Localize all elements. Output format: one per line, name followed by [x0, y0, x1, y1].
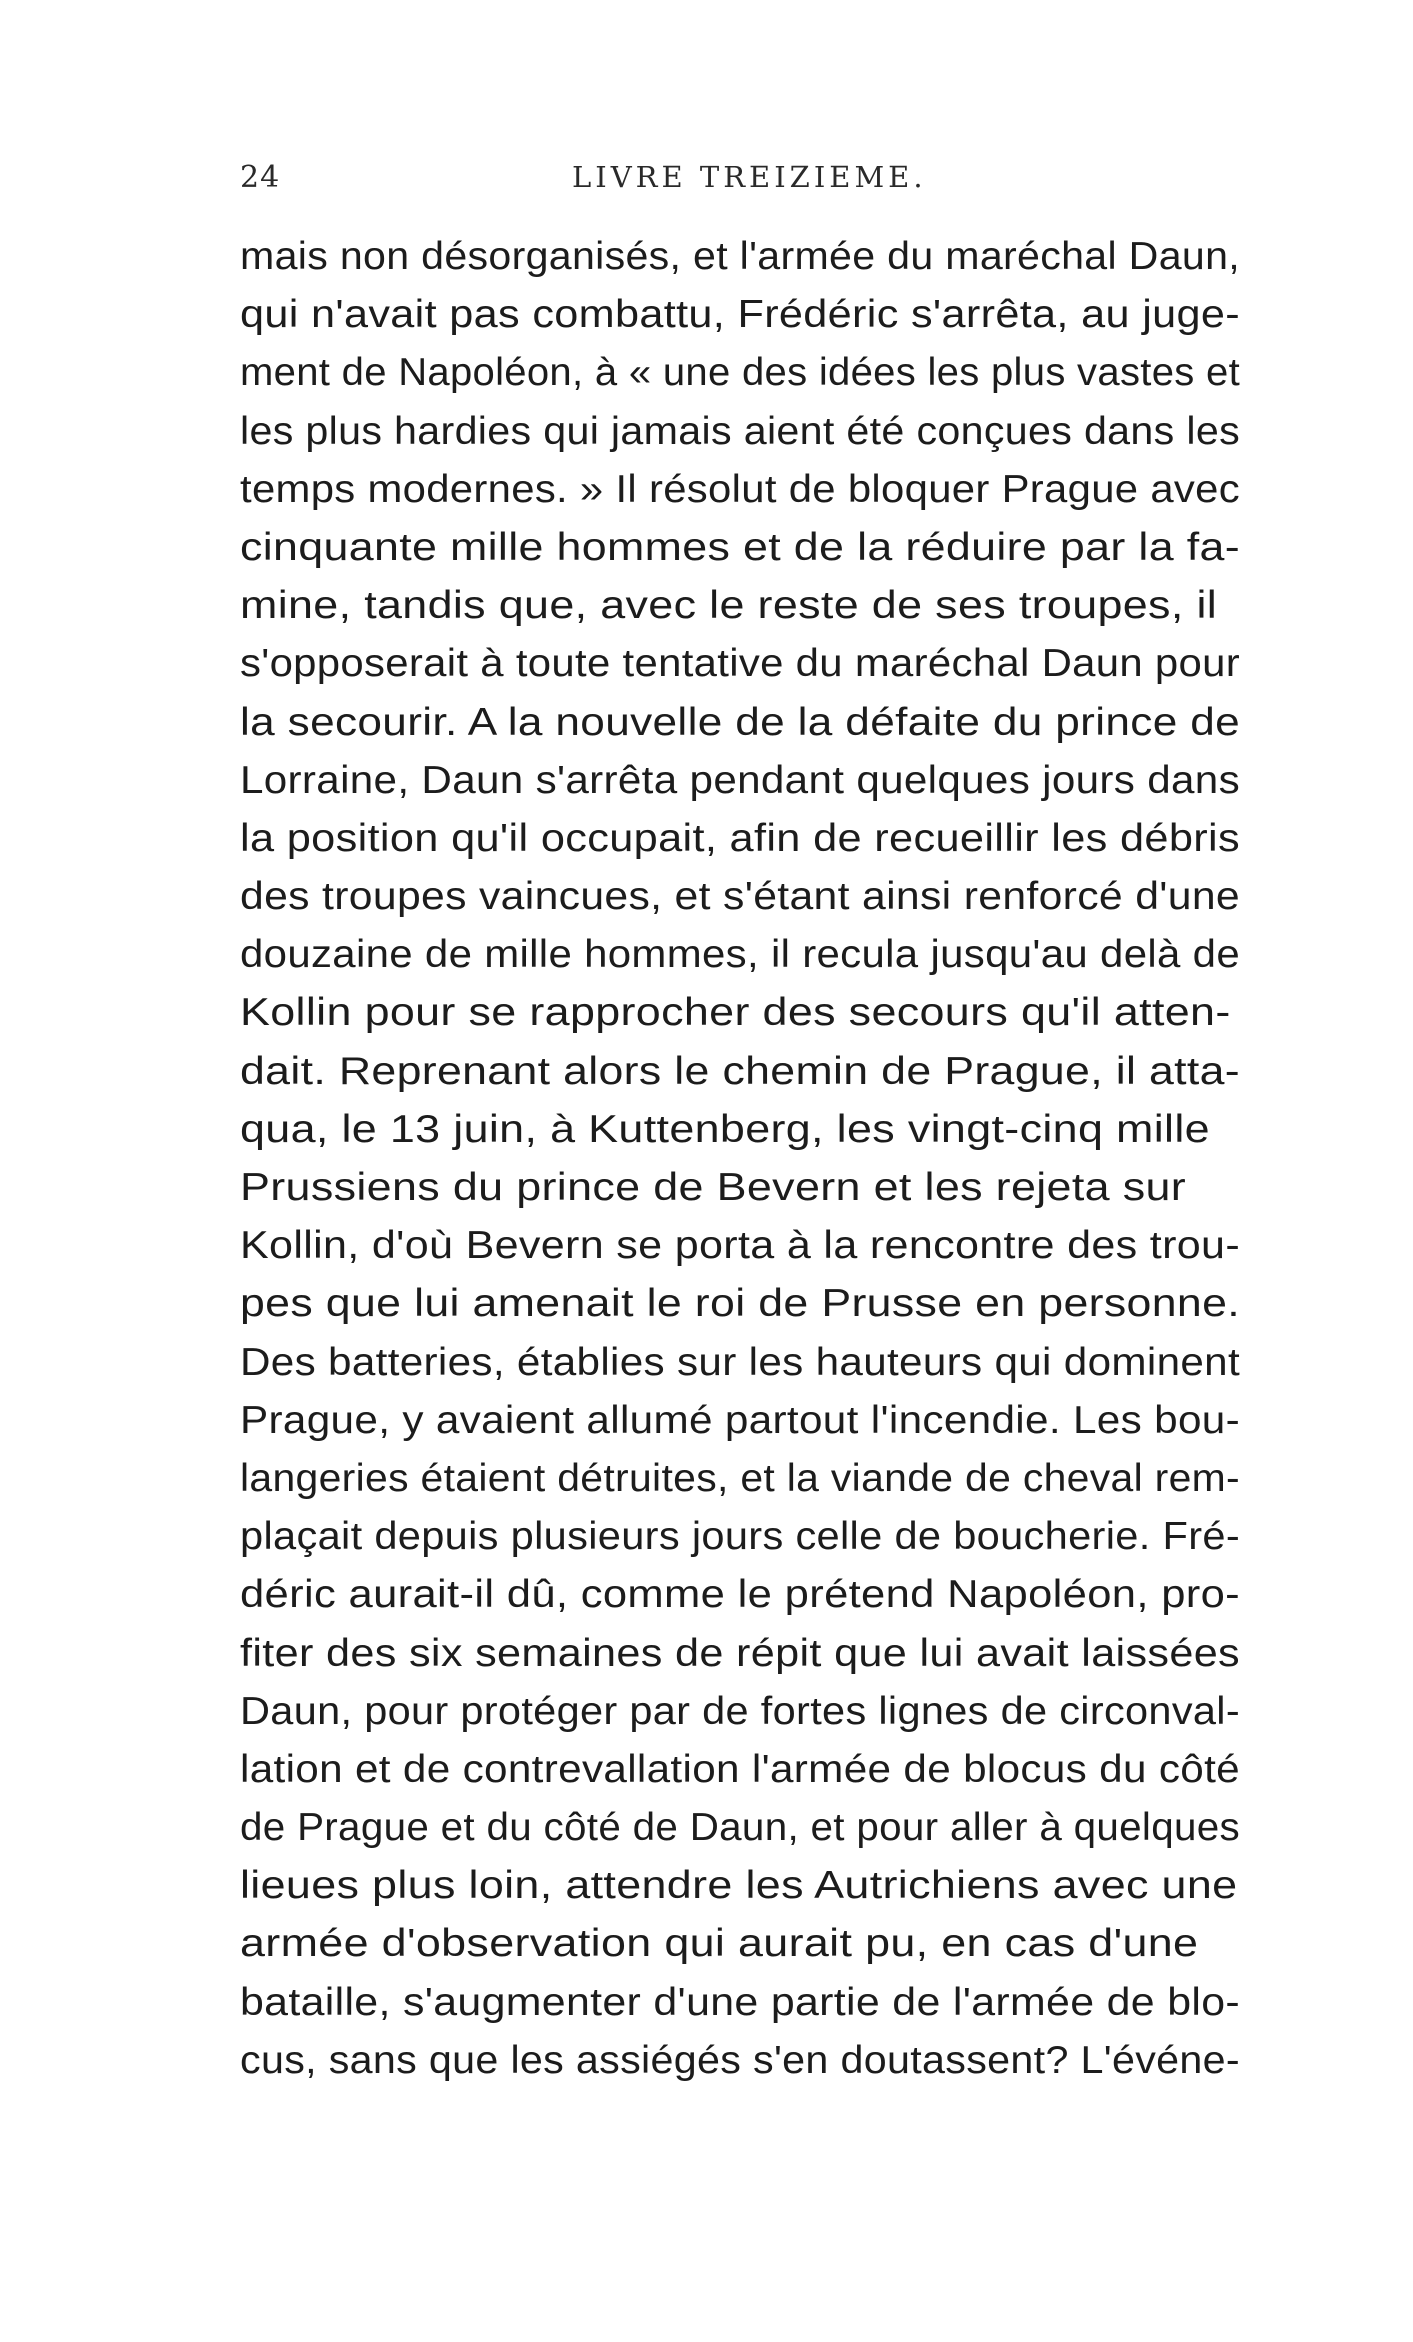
text-line-content: des troupes vaincues, et s'étant ainsi renforcé d'une	[240, 875, 1240, 919]
body-text	[240, 228, 1240, 2090]
text-line-content: armée d'observation qui aurait pu, en cas d'une	[240, 1922, 1199, 1966]
text-line-content: ment de Napoléon, à « une des idées les plus vastes et	[240, 351, 1240, 395]
text-line-content: s'opposerait à toute tentative du maréchal Daun pour	[240, 642, 1240, 686]
text-line	[240, 1799, 1240, 1857]
text-line-content: Prussiens du prince de Bevern et les rejeta sur	[240, 1166, 1187, 1209]
text-line-content: les plus hardies qui jamais aient été conçues dans les	[240, 409, 1240, 453]
text-line-content: mine, tandis que, avec le reste de ses troupes, il	[240, 584, 1218, 628]
text-line	[240, 1625, 1240, 1683]
text-line-content: Kollin, d'où Bevern se porta à la rencontre des trou-	[240, 1224, 1240, 1268]
text-line	[240, 519, 1240, 577]
text-line	[240, 1683, 1240, 1741]
text-line-content: cinquante mille hommes et de la réduire par la fa-	[240, 525, 1240, 569]
text-line-content: lation et de contrevallation l'armée de blocus du côté	[240, 1747, 1240, 1791]
text-line-content: la position qu'il occupait, afin de recueillir les débris	[240, 816, 1240, 860]
text-line-content: temps modernes. » Il résolut de bloquer Prague avec	[240, 467, 1240, 511]
text-line-content: de Prague et du côté de Daun, et pour aller à quelques	[240, 1806, 1240, 1850]
text-line-content: pes que lui amenait le roi de Prusse en personne.	[240, 1282, 1240, 1326]
text-line	[240, 1334, 1240, 1392]
text-line	[240, 1915, 1240, 1973]
text-line-content: douzaine de mille hommes, il recula jusqu'au delà de	[240, 933, 1240, 977]
text-line	[240, 286, 1240, 344]
text-line	[240, 752, 1240, 810]
text-line	[240, 1566, 1240, 1624]
text-line	[240, 577, 1240, 635]
text-line	[240, 635, 1240, 693]
text-line	[240, 1043, 1240, 1101]
text-line	[240, 1741, 1240, 1799]
text-line-content: qua, le 13 juin, à Kuttenberg, les vingt-cinq mille	[240, 1107, 1210, 1151]
text-line-content: lieues plus loin, attendre les Autrichiens avec une	[240, 1864, 1238, 1908]
text-line	[240, 926, 1240, 984]
text-line	[240, 228, 1240, 286]
text-line-content: la secourir. A la nouvelle de la défaite du prince de	[240, 700, 1240, 744]
text-line	[240, 1275, 1240, 1333]
text-line	[240, 1974, 1240, 2032]
page-number: 24	[240, 160, 281, 195]
text-line-content: plaçait depuis plusieurs jours celle de boucherie. Fré-	[240, 1515, 1240, 1559]
text-line-content: Des batteries, établies sur les hauteurs qui dominent	[240, 1340, 1240, 1384]
text-line	[240, 1217, 1240, 1275]
text-line-content: mais non désorganisés, et l'armée du maréchal Daun,	[240, 235, 1240, 278]
text-line-content: bataille, s'augmenter d'une partie de l'armée de blo-	[240, 1980, 1240, 2024]
text-line-content: fiter des six semaines de répit que lui avait laissées	[240, 1631, 1240, 1675]
text-line-content: cus, sans que les assiégés s'en doutassent? L'événe-	[240, 2038, 1240, 2082]
text-line	[240, 461, 1240, 519]
running-title: LIVRE TREIZIEME.	[572, 160, 927, 194]
text-line-content: Prague, y avaient allumé partout l'incendie. Les bou-	[240, 1398, 1240, 1442]
text-line	[240, 1450, 1240, 1508]
text-line	[240, 694, 1240, 752]
text-line	[240, 344, 1240, 402]
text-line-content: langeries étaient détruites, et la viande de cheval rem-	[240, 1456, 1240, 1500]
running-head	[240, 160, 1240, 200]
text-line-content: déric aurait-il dû, comme le prétend Napoléon, pro-	[240, 1573, 1240, 1617]
text-line-content: Daun, pour protéger par de fortes lignes de circonval-	[240, 1689, 1240, 1733]
text-line	[240, 1857, 1240, 1915]
text-line	[240, 1508, 1240, 1566]
text-line	[240, 1392, 1240, 1450]
text-line-content: Kollin pour se rapprocher des secours qu'il atten-	[240, 991, 1231, 1035]
text-line	[240, 403, 1240, 461]
text-line	[240, 810, 1240, 868]
text-line	[240, 984, 1240, 1042]
text-line	[240, 1159, 1240, 1217]
text-line-content: dait. Reprenant alors le chemin de Prague, il atta-	[240, 1049, 1240, 1093]
text-line	[240, 2032, 1240, 2090]
text-line-content: Lorraine, Daun s'arrêta pendant quelques jours dans	[240, 758, 1240, 802]
text-line-content: qui n'avait pas combattu, Frédéric s'arrêta, au juge-	[240, 293, 1240, 337]
text-line	[240, 1101, 1240, 1159]
text-line	[240, 868, 1240, 926]
